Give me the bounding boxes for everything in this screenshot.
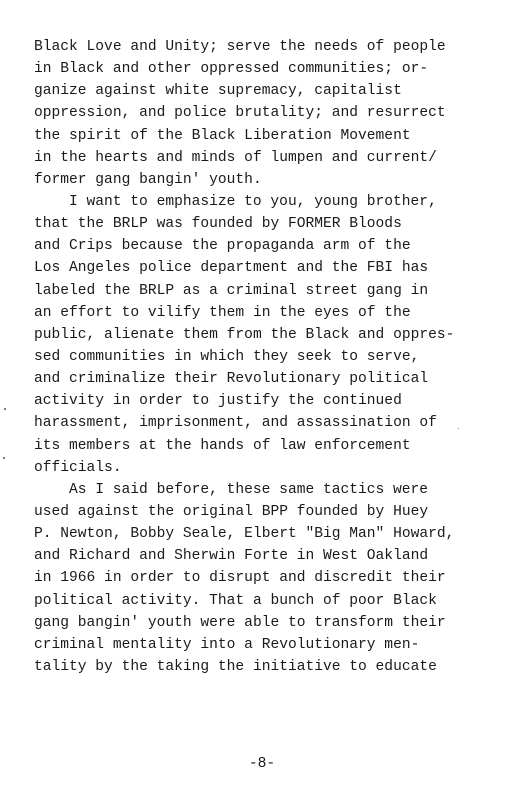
text-line: and Crips because the propaganda arm of the	[34, 238, 411, 255]
text-line: in Black and other oppressed communities; or-	[34, 61, 429, 78]
text-line: the spirit of the Black Liberation Movement	[34, 127, 411, 144]
text-line: an effort to vilify them in the eyes of the	[34, 304, 411, 321]
text-line: that the BRLP was founded by FORMER Bloods	[34, 216, 402, 233]
body-text	[34, 36, 494, 678]
text-line: Los Angeles police department and the FBI has	[34, 260, 429, 277]
text-line: oppression, and police brutality; and resurrect	[34, 105, 446, 122]
scan-speck	[4, 408, 6, 410]
text-line: former gang bangin' youth.	[34, 171, 262, 188]
text-line: sed communities in which they seek to serve,	[34, 348, 420, 365]
text-line: activity in order to justify the continued	[34, 393, 402, 410]
text-line: used against the original BPP founded by Huey	[34, 503, 429, 520]
text-line: I want to emphasize to you, young brother,	[69, 193, 437, 210]
text-line: in 1966 in order to disrupt and discredit their	[34, 570, 446, 587]
text-line: harassment, imprisonment, and assassination of	[34, 415, 437, 432]
paragraph	[34, 36, 494, 191]
text-line: its members at the hands of law enforcement	[34, 437, 411, 454]
scan-speck	[3, 457, 5, 459]
text-line: ganize against white supremacy, capitalist	[34, 83, 402, 100]
text-line: and Richard and Sherwin Forte in West Oakland	[34, 548, 429, 565]
text-line: and criminalize their Revolutionary political	[34, 371, 429, 388]
text-line: As I said before, these same tactics were	[69, 481, 429, 498]
paragraph	[34, 191, 494, 479]
text-line: labeled the BRLP as a criminal street gang in	[34, 282, 429, 299]
page-number: -8-	[248, 756, 276, 772]
text-line: Black Love and Unity; serve the needs of people	[34, 39, 446, 55]
text-line: P. Newton, Bobby Seale, Elbert "Big Man" Howard,	[34, 526, 455, 543]
text-line: gang bangin' youth were able to transform their	[34, 614, 446, 631]
text-line: criminal mentality into a Revolutionary men-	[34, 636, 420, 653]
paragraph	[34, 479, 494, 678]
scan-speck	[458, 428, 459, 429]
text-line: public, alienate them from the Black and oppres-	[34, 326, 455, 343]
text-line: in the hearts and minds of lumpen and current/	[34, 149, 437, 166]
text-line: officials.	[34, 459, 122, 476]
text-line: tality by the taking the initiative to educate	[34, 658, 437, 675]
text-line: political activity. That a bunch of poor Black	[34, 592, 437, 609]
